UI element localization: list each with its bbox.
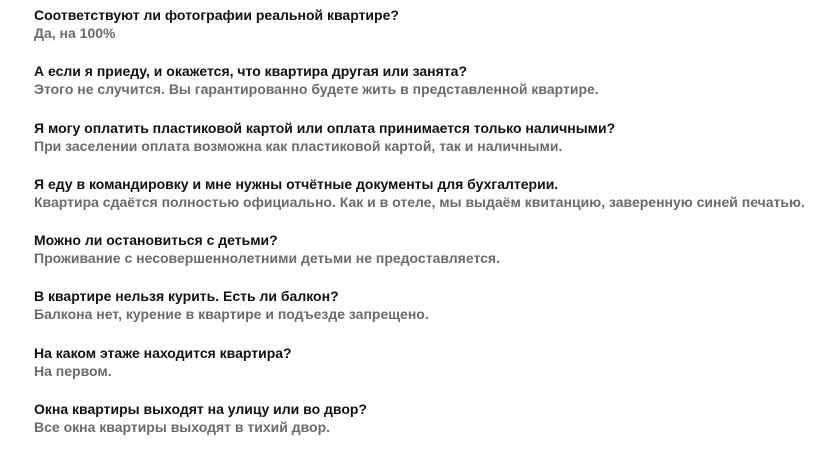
faq-answer: Этого не случится. Вы гарантированно будете жить в представленной квартире.: [34, 81, 599, 98]
faq-question: Можно ли остановиться с детьми?: [34, 232, 278, 249]
faq-answer: При заселении оплата возможна как пластиковой картой, так и наличными.: [34, 137, 563, 154]
faq-question: Окна квартиры выходят на улицу или во двор?: [34, 401, 367, 418]
faq-item: [34, 6, 830, 62]
faq-answer: Квартира сдаётся полностью официально. Как и в отеле, мы выдаём квитанцию, заверенную синей печатью.: [34, 193, 805, 210]
faq-item: [34, 231, 830, 287]
faq-item: [34, 119, 830, 175]
faq-item: [34, 344, 830, 400]
faq-item: [34, 62, 830, 118]
faq-item: [34, 175, 830, 231]
faq-question: В квартире нельзя курить. Есть ли балкон?: [34, 288, 339, 305]
faq-answer: Балкона нет, курение в квартире и подъезде запрещено.: [34, 306, 429, 323]
faq-list: [34, 6, 830, 456]
faq-question: А если я приеду, и окажется, что квартира другая или занята?: [34, 63, 468, 80]
faq-answer: Да, на 100%: [34, 25, 116, 41]
faq-question: На каком этаже находится квартира?: [34, 344, 292, 361]
faq-question: Я еду в командировку и мне нужны отчётные документы для бухгалтерии.: [34, 175, 559, 192]
faq-answer: Все окна квартиры выходят в тихий двор.: [34, 419, 331, 436]
faq-question: Соответствуют ли фотографии реальной квартире?: [34, 7, 399, 23]
faq-item: [34, 287, 830, 343]
faq-answer: Проживание с несовершеннолетними детьми не предоставляется.: [34, 250, 500, 267]
faq-answer: На первом.: [34, 362, 112, 379]
faq-item: [34, 400, 830, 456]
faq-question: Я могу оплатить пластиковой картой или оплата принимается только наличными?: [34, 119, 616, 136]
